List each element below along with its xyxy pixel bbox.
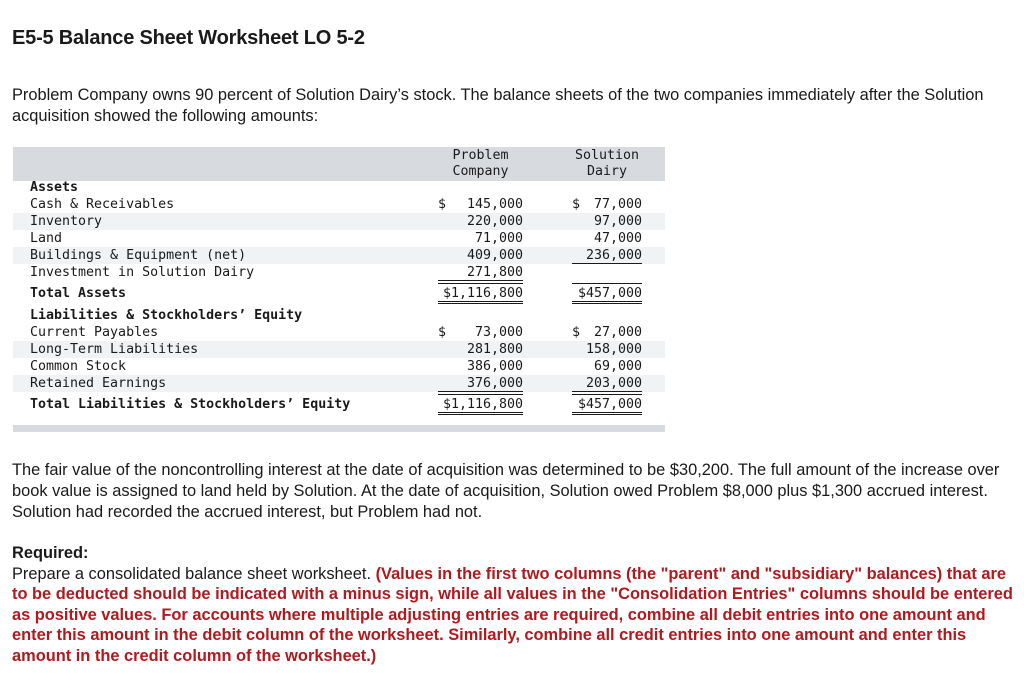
row-label: Total Assets (30, 286, 127, 301)
column-header-line: Problem (452, 148, 509, 163)
row-label: Liabilities & Stockholders’ Equity (30, 308, 303, 323)
problem-company-value: 376,000 (438, 375, 523, 392)
page-title: E5-5 Balance Sheet Worksheet LO 5-2 (12, 27, 365, 49)
table-row-assets-heading (13, 179, 665, 196)
column-header-solution-dairy (565, 148, 649, 180)
row-label: Investment in Solution Dairy (30, 265, 255, 280)
table-row: Common Stock 386,000 69,000 (30, 359, 642, 374)
required-body (12, 564, 1017, 667)
table-footer-band (13, 425, 665, 432)
solution-dairy-value: 236,000 (572, 247, 642, 264)
table-row (13, 264, 665, 281)
row-label: Retained Earnings (30, 376, 167, 391)
table-row: Long-Term Liabilities 281,800 158,000 (13, 341, 665, 358)
problem-company-total: $1,116,800 (438, 394, 523, 415)
fair-value-paragraph: The fair value of the noncontrolling interest at the date of acquisition was determined to be $30,200. The full amount of the increase over book value is assigned to land held by Solution. At the date of acquisition, Solution owed Problem $8,000 plus $1,300 accrued interest. Solution had recorded the accrued interest, but Problem had not. (12, 461, 1000, 521)
required-section (12, 543, 1017, 666)
column-header-line: Dairy (586, 164, 628, 179)
problem-intro: Problem Company owns 90 percent of Solution Dairy’s stock. The balance sheets of the two companies immediately after the Solution acquisition showed the following amounts: (12, 86, 984, 125)
table-row: Inventory 220,000 97,000 (13, 213, 665, 230)
row-label: Long-Term Liabilities (30, 342, 199, 357)
required-text: Prepare a consolidated balance sheet worksheet. (12, 564, 372, 583)
table-row: Land 71,000 47,000 (30, 231, 642, 246)
table-row: Current Payables $ 73,000 $ 27,000 (30, 325, 642, 340)
row-label: Common Stock (30, 359, 127, 374)
column-header-problem-company (438, 148, 523, 180)
table-row: Cash & Receivables $ 145,000 $ 77,000 (30, 197, 642, 212)
problem-company-total: $1,116,800 (438, 283, 523, 304)
column-header-line: Solution (574, 148, 640, 163)
balance-sheet-table (13, 147, 665, 432)
solution-dairy-total: $457,000 (572, 394, 642, 415)
problem-company-value: 271,800 (438, 264, 523, 281)
table-row-total-assets (13, 285, 665, 302)
table-row: Buildings & Equipment (net) 409,000 236,000 (13, 247, 665, 264)
row-label: Land (30, 231, 63, 246)
row-label: Current Payables (30, 325, 159, 340)
table-row-total-liabilities-equity (13, 396, 665, 413)
row-label: Buildings & Equipment (net) (30, 248, 247, 263)
row-label: Assets (30, 180, 79, 195)
row-label: Cash & Receivables (30, 197, 175, 212)
table-row (13, 375, 665, 392)
required-heading: Required: (12, 544, 89, 562)
table-row-liabilities-heading (13, 307, 665, 324)
solution-dairy-total: $457,000 (572, 283, 642, 304)
row-label: Inventory (30, 214, 103, 229)
required-instructions: (Values in the first two columns (the "parent" and "subsidiary" balances) that are to be deducted should be indicated with a minus sign, while all values in the "Consolidation Entries" columns should be entered as positive values. For accounts where multiple adjusting entries are required, combine all debit entries into one amount and enter this amount in the debit column of the worksheet. Similarly, combine all credit entries into one amount and enter this amount in the credit column of the worksheet.) (12, 564, 1013, 665)
column-header-line: Company (452, 164, 509, 179)
row-label: Total Liabilities & Stockholders’ Equity (30, 397, 351, 412)
solution-dairy-value: 203,000 (572, 375, 642, 392)
